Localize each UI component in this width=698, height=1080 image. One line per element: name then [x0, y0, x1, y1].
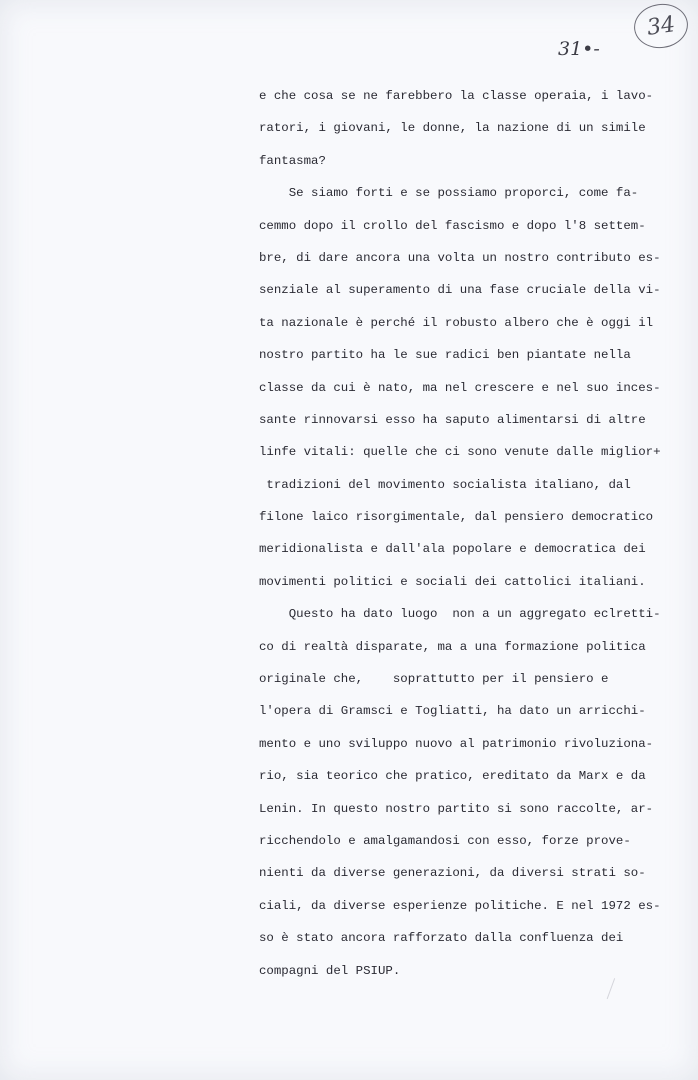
text-line: Se siamo forti e se possiamo proporci, come fa- [259, 186, 639, 201]
text-line: ratori, i giovani, le donne, la nazione di un simile [259, 121, 646, 136]
text-line: nostro partito ha le sue radici ben piantate nella [259, 348, 631, 363]
text-line: so è stato ancora rafforzato dalla confluenza dei [259, 931, 624, 946]
text-line: tradizioni del movimento socialista italiano, dal [259, 477, 631, 492]
page-number: 31•- [558, 38, 600, 60]
text-line: fantasma? [259, 153, 326, 168]
text-line: ta nazionale è perché il robusto albero che è oggi il [259, 315, 654, 330]
archive-stamp-number: 34 [631, 0, 691, 51]
text-line: e che cosa se ne farebbero la classe operaia, i lavo- [259, 89, 654, 103]
text-line: compagni del PSIUP. [259, 963, 401, 978]
text-line: nienti da diverse generazioni, da diversi strati so- [259, 866, 646, 881]
text-line: cemmo dopo il crollo del fascismo e dopo l'8 settem- [259, 218, 646, 233]
text-line: co di realtà disparate, ma a una formazione politica [259, 639, 646, 654]
text-line: mento e uno sviluppo nuovo al patrimonio rivoluziona- [259, 736, 654, 751]
text-line: sante rinnovarsi esso ha saputo alimentarsi di altre [259, 412, 646, 427]
text-line: Questo ha dato luogo non a un aggregato eclretti- [259, 607, 661, 622]
text-line: ciali, da diverse esperienze politiche. E nel 1972 es- [259, 898, 661, 913]
text-line: classe da cui è nato, ma nel crescere e nel suo inces- [259, 380, 661, 395]
text-line: ricchendolo e amalgamandosi con esso, forze prove- [259, 833, 631, 848]
text-line: l'opera di Gramsci e Togliatti, ha dato un arricchi- [259, 704, 646, 719]
text-line: senziale al superamento di una fase cruciale della vi- [259, 283, 661, 298]
text-line: bre, di dare ancora una volta un nostro contributo es- [259, 250, 661, 265]
text-line: originale che, soprattutto per il pensiero e [259, 672, 609, 687]
text-line: filone laico risorgimentale, dal pensiero democratico [259, 510, 654, 525]
text-line: linfe vitali: quelle che ci sono venute dalle miglior+ [259, 445, 661, 460]
typed-text-body [259, 80, 659, 987]
text-line: meridionalista e dall'ala popolare e democratica dei [259, 542, 646, 557]
text-line: Lenin. In questo nostro partito si sono raccolte, ar- [259, 801, 654, 816]
text-line: movimenti politici e sociali dei cattolici italiani. [259, 574, 646, 589]
text-line: rio, sia teorico che pratico, ereditato da Marx e da [259, 769, 646, 784]
